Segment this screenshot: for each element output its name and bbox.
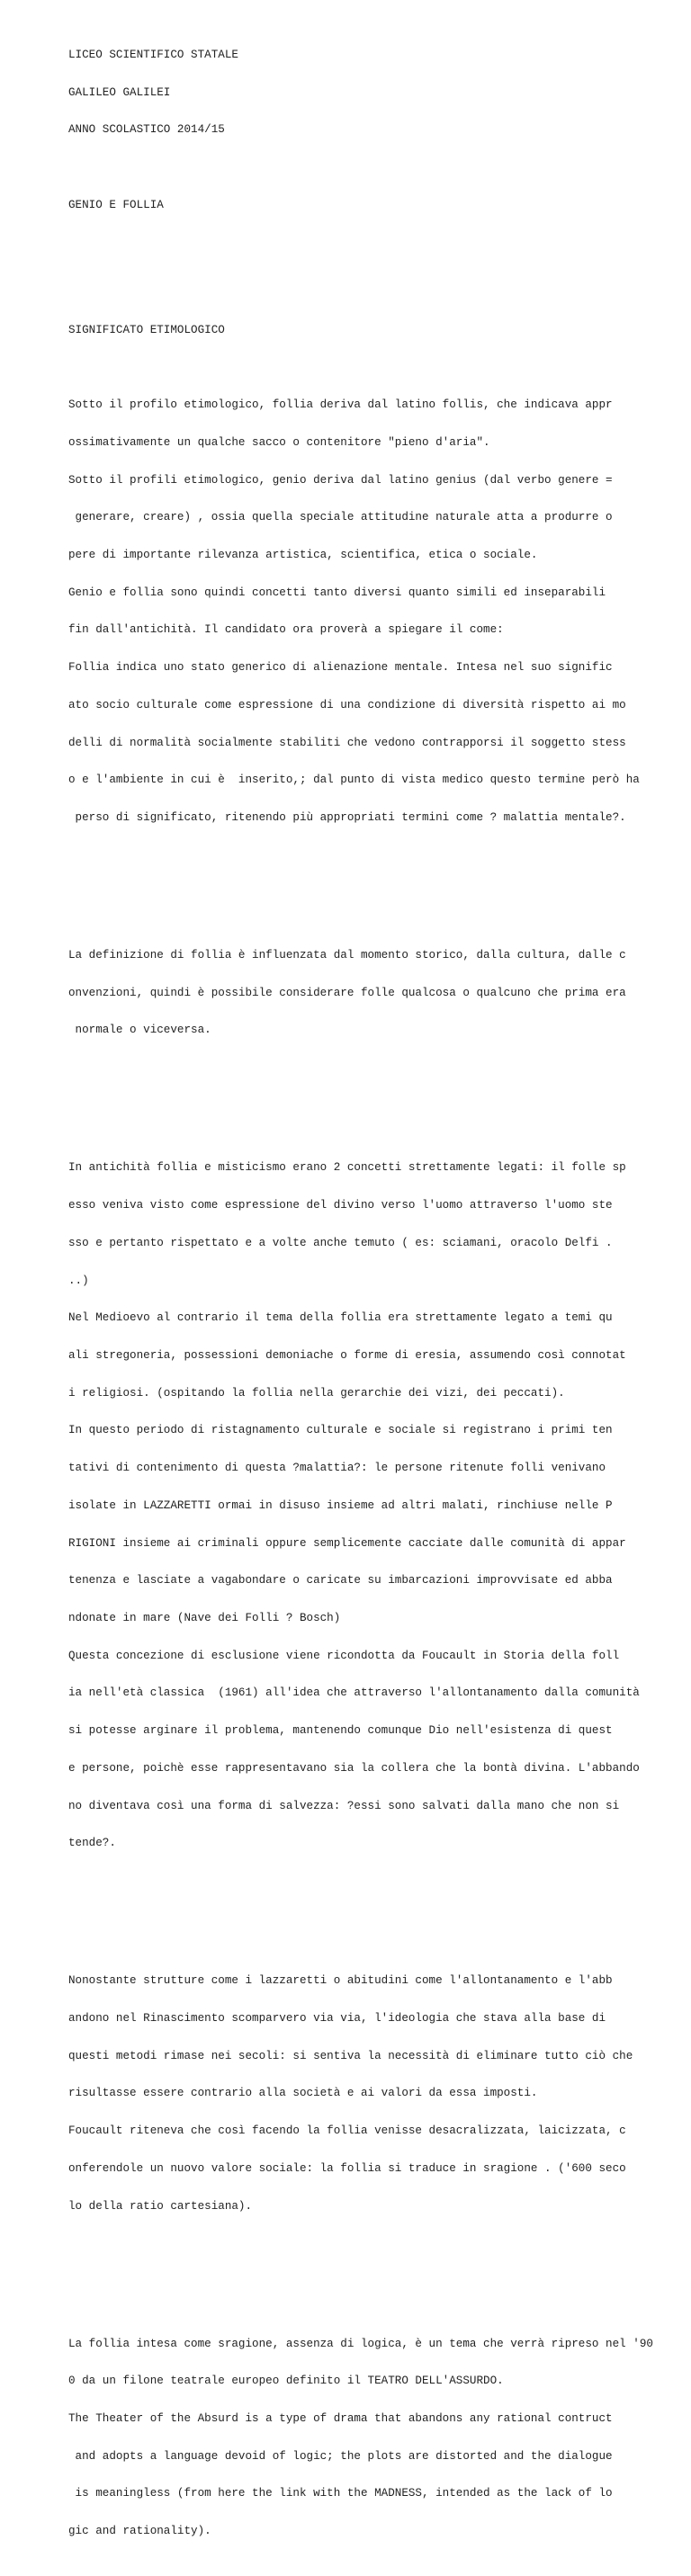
text-line: onvenzioni, quindi è possibile considerare folle qualcosa o qualcuno che prima era	[68, 986, 626, 999]
text-line: fin dall'antichità. Il candidato ora proverà a spiegare il come:	[68, 623, 504, 637]
paragraph-absurd	[68, 2313, 653, 2563]
text-line: ia nell'età classica (1961) all'idea che attraverso l'allontanamento dalla comunità	[68, 1686, 640, 1700]
text-line: In questo periodo di ristagnamento culturale e sociale si registrano i primi ten	[68, 1424, 613, 1437]
spacer	[68, 2263, 644, 2276]
text-line: sso e pertanto rispettato e a volte anche temuto ( es: sciamani, oracolo Delfi .	[68, 1236, 613, 1249]
text-line: 0 da un filone teatrale europeo definito il TEATRO DELL'ASSURDO.	[68, 2375, 504, 2388]
text-line: esso veniva visto come espressione del divino verso l'uomo attraverso l'uomo ste	[68, 1199, 613, 1212]
spacer	[68, 162, 644, 174]
text-line: ossimativamente un qualche sacco o contenitore "pieno d'aria".	[68, 435, 490, 449]
school-title: GALILEO GALILEI	[68, 85, 177, 99]
text-line: tenenza e lasciate a vagabondare o caricate su imbarcazioni improvvisate ed abba	[68, 1574, 613, 1588]
spacer	[68, 875, 644, 888]
text-line: andono nel Rinascimento scomparvero via via, l'ideologia che stava alla base di	[68, 2012, 606, 2025]
text-line: gic and rationality).	[68, 2525, 211, 2538]
text-line: generare, creare) , ossia quella speciale attitudine naturale atta a produrre o	[68, 511, 613, 524]
text-line: i religiosi. (ospitando la follia nella gerarchie dei vizi, dei peccati).	[68, 1386, 565, 1400]
spacer	[68, 287, 644, 300]
text-line: ndonate in mare (Nave dei Folli ? Bosch)	[68, 1612, 341, 1625]
school-year: ANNO SCOLASTICO 2014/15	[68, 123, 225, 137]
text-line: The Theater of the Absurd is a type of drama that abandons any rational contruct	[68, 2411, 613, 2425]
text-line: onferendole un nuovo valore sociale: la follia si traduce in sragione . ('600 seco	[68, 2161, 626, 2175]
text-line: and adopts a language devoid of logic; the plots are distorted and the dialogue	[68, 2449, 613, 2463]
text-line: In antichità follia e misticismo erano 2 concetti strettamente legati: il folle sp	[68, 1161, 626, 1175]
text-line: normale o viceversa.	[68, 1024, 211, 1037]
section-heading: SIGNIFICATO ETIMOLOGICO	[68, 323, 225, 336]
text-line: tende?.	[68, 1837, 116, 1850]
text-line: isolate in LAZZARETTI ormai in disuso insieme ad altri malati, rinchiuse nelle P	[68, 1498, 613, 1512]
text-line: Sotto il profili etimologico, genio deriva dal latino genius (dal verbo genere =	[68, 473, 613, 487]
school-name: LICEO SCIENTIFICO STATALE	[68, 48, 238, 61]
text-line: questi metodi rimase nei secoli: si sentiva la necessità di eliminare tutto ciò che	[68, 2049, 633, 2062]
text-line: lo della ratio cartesiana).	[68, 2199, 253, 2213]
text-line: e persone, poichè esse rappresentavano sia la collera che la bontà divina. L'abbando	[68, 1761, 640, 1775]
paragraph-etymology	[68, 374, 644, 849]
text-line: o e l'ambiente in cui è inserito,; dal punto di vista medico questo termine però ha	[68, 774, 640, 787]
text-line: risultasse essere contrario alla società e ai valori da essa imposti.	[68, 2087, 538, 2100]
document-page	[68, 24, 653, 2576]
text-line: no diventava così una forma di salvezza: ?essi sono salvati dalla mano che non si	[68, 1799, 620, 1812]
spacer	[68, 237, 644, 262]
text-line: La definizione di follia è influenzata dal momento storico, dalla cultura, dalle c	[68, 949, 626, 962]
text-line: Nonostante strutture come i lazzaretti o abitudini come l'allontanamento e l'abb	[68, 1974, 613, 1988]
text-line: ali stregoneria, possessioni demoniache o forme di eresia, assumendo così connotat	[68, 1348, 626, 1362]
paragraph-history	[68, 1138, 644, 1875]
text-line: Questa concezione di esclusione viene ricondotta da Foucault in Storia della foll	[68, 1649, 620, 1662]
text-line: RIGIONI insieme ai criminali oppure semplicemente cacciate dalle comunità di appar	[68, 1536, 626, 1550]
paragraph-renaissance	[68, 1950, 644, 2238]
text-line: Nel Medioevo al contrario il tema della follia era strettamente legato a temi qu	[68, 1311, 613, 1325]
text-line: delli di normalità socialmente stabiliti che vedono contrapporsi il soggetto stess	[68, 736, 626, 749]
text-line: La follia intesa come sragione, assenza di logica, è un tema che verrà ripreso nel '90	[68, 2337, 653, 2350]
text-line: Sotto il profilo etimologico, follia deriva dal latino follis, che indicava appr	[68, 398, 613, 412]
spacer	[68, 1901, 644, 1913]
text-line: perso di significato, ritenendo più appropriati termini come ? malattia mentale?.	[68, 811, 626, 825]
text-line: pere di importante rilevanza artistica, scientifica, etica o sociale.	[68, 549, 538, 562]
text-line: ..)	[68, 1274, 89, 1287]
text-line: Foucault riteneva che così facendo la follia venisse desacralizzata, laicizzata, c	[68, 2124, 626, 2138]
text-line: Follia indica uno stato generico di alienazione mentale. Intesa nel suo signific	[68, 661, 613, 675]
text-line: Genio e follia sono quindi concetti tanto diversi quanto simili ed inseparabili	[68, 586, 606, 599]
text-line: tativi di contenimento di questa ?malattia?: le persone ritenute folli venivano	[68, 1462, 606, 1475]
text-line: is meaningless (from here the link with the MADNESS, intended as the lack of lo	[68, 2487, 613, 2500]
text-line: si potesse arginare il problema, mantenendo comunque Dio nell'esistenza di quest	[68, 1724, 613, 1738]
spacer	[68, 1087, 644, 1100]
document-title: GENIO E FOLLIA	[68, 198, 164, 211]
text-line: ato socio culturale come espressione di una condizione di diversità rispetto ai mo	[68, 698, 626, 711]
paragraph-definition	[68, 925, 644, 1062]
